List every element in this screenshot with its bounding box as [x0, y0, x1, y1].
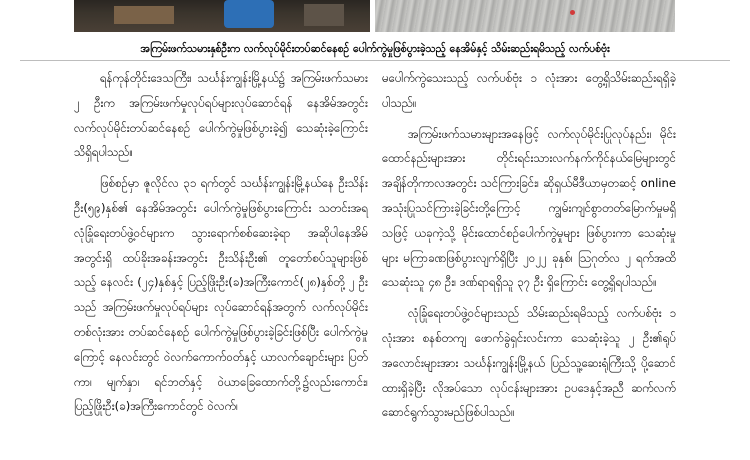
- paragraph: ဖြစ်စဉ်မှာ ဇူလိုင်လ ၃၁ ရက်တွင် သင်္ဃန်းကျွန်းမြို့နယ်နေ ဦးသိန်းဦး(၅၉)နှစ်၏ နေအိမ်အတွင်း ပေါက်ကွဲမှုဖြစ်ပွားကြောင်း သတင်းအရ လုံခြုံရေးတပ်ဖွဲ့ဝင်များက သွားရောက်စစ်ဆေးခဲ့ရာ အဆိုပါနေအိမ်အတွင်းရှိ ထပ်ခိုးအခန်းအတွင်း ဦးသိန်းဦး၏ တူတော်စပ်သူများဖြစ်သည့် နေလင်း (၂၄)နှစ်နှင့် ပြည့်ဖြိုးဦး(ခ)အကြီးကောင်(၂၈)နှစ်တို့ ၂ ဦးသည် အကြမ်းဖက်မှုလုပ်ရပ်များ လုပ်ဆောင်ရန်အတွက် လက်လုပ်မိုင်းတစ်လုံးအား တပ်ဆင်နေစဉ် ပေါက်ကွဲမှုဖြစ်ပွားခဲ့ခြင်းဖြစ်ပြီး ပေါက်ကွဲမှုကြောင့် နေလင်းတွင် ဝဲလက်ကောက်ဝတ်နှင့် ယာလက်ချောင်းများ ပြတ်ကာ၊ မျက်နှာ၊ ရင်ဘတ်နှင့် ဝဲယာခြေထောက်တို့၌လည်းကောင်း၊ ပြည့်ဖြိုးဦး(ခ)အကြီးကောင်တွင် ဝဲလက်၊: [74, 176, 368, 414]
- photo-caption: အကြမ်းဖက်သမားနှစ်ဦးက လက်လုပ်မိုင်းတပ်ဆင်နေစဉ် ပေါက်ကွဲမှုဖြစ်ပွားခဲ့သည့် နေအိမ်နှင့် သိမ်းဆည်းရမိသည့် လက်ပစ်ဗုံး: [140, 43, 610, 55]
- explosion-site-photo: [74, 0, 370, 32]
- photo-strip: [0, 0, 750, 38]
- article-column-right: [382, 66, 676, 425]
- seized-grenade-photo: [375, 0, 675, 32]
- paragraph: လုံခြုံရေးတပ်ဖွဲ့ဝင်များသည် သိမ်းဆည်းရမိသည့် လက်ပစ်ဗုံး ၁ လုံးအား စနစ်တကျ ဖောက်ခွဲရှင်းလင်းကာ သေဆုံးခဲ့သူ ၂ ဦး၏ရုပ်အလောင်းများအား သင်္ဃန်းကျွန်းမြို့နယ် ပြည်သူ့ဆေးရုံကြီးသို့ ပို့ဆောင်ထားရှိခဲ့ပြီး လိုအပ်သော လုပ်ငန်းများအား ဥပဒေနှင့်အညီ ဆက်လက်ဆောင်ရွက်သွားမည်ဖြစ်ပါသည်။: [382, 306, 676, 420]
- paragraph: အကြမ်းဖက်သမားများအနေဖြင့် လက်လုပ်မိုင်းပြုလုပ်နည်း၊ မိုင်းထောင်နည်းများအား တိုင်းရင်းသားလက်နက်ကိုင်နယ်မြေများတွင် အချိန်တိုကာလအတွင်း သင်ကြားခြင်း၊ ဆိုရှယ်မီဒီယာမှတဆင့် online အသုံးပြုသင်ကြားခဲ့ခြင်းတို့ကြောင့် ကျွမ်းကျင်စွာတတ်မြောက်မှုမရှိသဖြင့် ယခုကဲ့သို့ မိုင်းထောင်စဉ်ပေါက်ကွဲမှုများ ဖြစ်ပွားကာ သေဆုံးမှုများ မကြာခဏဖြစ်ပွားလျက်ရှိပြီး ၂၀၂၂ ခုနှစ်၊ ဩဂုတ်လ ၂ ရက်အထိ သေဆုံးသူ ၄၈ ဦး၊ ဒဏ်ရာရရှိသူ ၃၇ ဦး ရှိကြောင်း တွေ့ရှိရပါသည်။: [382, 126, 676, 290]
- paragraph: ရန်ကုန်တိုင်းဒေသကြီး၊ သင်္ဃန်းကျွန်းမြို့နယ်၌ အကြမ်းဖက်သမား ၂ ဦးက အကြမ်းဖက်မှုလုပ်ရပ်များလုပ်ဆောင်ရန် နေအိမ်အတွင်း လက်လုပ်မိုင်းတပ်ဆင်နေစဉ် ပေါက်ကွဲမှုဖြစ်ပွားခဲ့၍ သေဆုံးခဲ့ကြောင်း သိရှိရပါသည်။: [74, 71, 368, 160]
- caption-divider: [20, 60, 730, 61]
- paragraph: မပေါက်ကွဲသေးသည့် လက်ပစ်ဗုံး ၁ လုံးအား တွေ့ရှိသိမ်းဆည်းရရှိခဲ့ပါသည်။: [382, 71, 676, 110]
- article-column-left: [74, 66, 368, 419]
